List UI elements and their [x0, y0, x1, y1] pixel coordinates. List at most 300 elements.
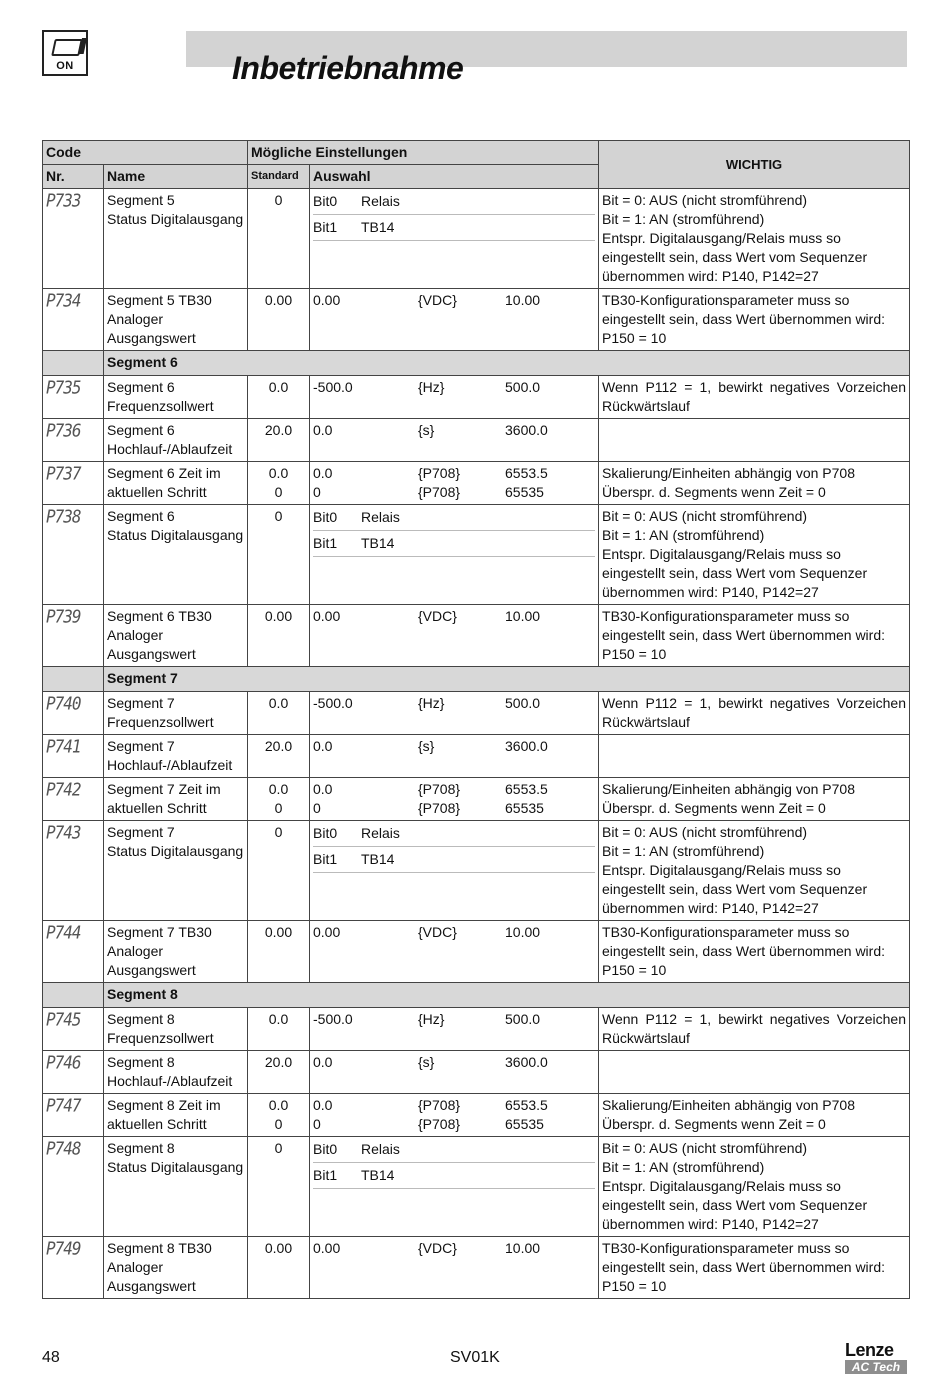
parameter-code-text: P745 — [46, 1009, 81, 1030]
parameter-note — [599, 419, 910, 462]
bit-option — [313, 533, 595, 557]
parameter-code-text: P739 — [46, 606, 81, 627]
parameter-name-line: Segment 7 — [107, 695, 175, 711]
parameter-name-line: Segment 6 Zeit im — [107, 465, 221, 481]
parameter-auswahl — [310, 1008, 599, 1051]
parameter-code — [43, 735, 104, 778]
range-max: 10.00 — [505, 1240, 541, 1256]
parameter-standard-line: 0 — [274, 484, 283, 500]
bit-label: Bit1 — [313, 851, 338, 867]
parameter-name-line: Analoger — [107, 311, 164, 327]
range-max: 500.0 — [505, 379, 541, 395]
range-max-line: 65535 — [505, 484, 544, 500]
parameter-note: TB30-Konfigurationsparameter muss so eingestellt sein, dass Wert übernommen wird: P150 = 10 — [599, 1237, 910, 1299]
range-min: 0.00 — [313, 1240, 341, 1256]
parameter-code — [43, 462, 104, 505]
on-switch-icon — [42, 30, 88, 76]
parameter-row — [43, 289, 910, 351]
header-moegliche-einstellungen: Mögliche Einstellungen — [248, 141, 599, 165]
parameter-code — [43, 692, 104, 735]
range-max-line: 6553.5 — [505, 465, 548, 481]
range-grid — [313, 291, 595, 310]
parameter-note — [599, 462, 910, 505]
parameter-code-text: P733 — [46, 190, 81, 211]
range-unit-line: {P708} — [418, 484, 461, 500]
note-line: Skalierung/Einheiten abhängig von P708 — [602, 781, 855, 797]
parameter-code-text: P749 — [46, 1238, 81, 1259]
parameter-row — [43, 1051, 910, 1094]
parameter-name-line: Status Digitalausgang — [107, 843, 244, 859]
segment-spacer — [43, 983, 104, 1008]
range-grid — [313, 737, 595, 756]
note-line: Überspr. d. Segments wenn Zeit = 0 — [602, 800, 826, 816]
segment-label: Segment 8 — [104, 983, 910, 1008]
range-unit-line: {P708} — [418, 1116, 461, 1132]
parameter-code — [43, 778, 104, 821]
note-line: Bit = 0: AUS (nicht stromführend) — [602, 824, 808, 840]
parameter-code-text: P734 — [46, 290, 81, 311]
range-max — [505, 464, 595, 502]
parameter-name — [104, 419, 248, 462]
parameter-code — [43, 376, 104, 419]
note-line: Skalierung/Einheiten abhängig von P708 — [602, 1097, 855, 1113]
parameter-auswahl — [310, 778, 599, 821]
segment-header-row — [43, 351, 910, 376]
range-min-line: 0.0 — [313, 781, 333, 797]
parameter-auswahl — [310, 1237, 599, 1299]
parameter-auswahl — [310, 821, 599, 921]
parameter-name-line: Segment 7 — [107, 738, 175, 754]
range-max-line: 6553.5 — [505, 1097, 548, 1113]
range-min: -500.0 — [313, 1011, 353, 1027]
parameter-name-line: Segment 6 — [107, 422, 175, 438]
parameter-note: TB30-Konfigurationsparameter muss so eingestellt sein, dass Wert übernommen wird: P150 = 10 — [599, 289, 910, 351]
range-unit — [418, 1096, 505, 1134]
note-line: Skalierung/Einheiten abhängig von P708 — [602, 465, 855, 481]
range-max: 3600.0 — [505, 422, 548, 438]
parameter-code-text: P736 — [46, 420, 81, 441]
note-line: Bit = 1: AN (stromführend) — [602, 843, 765, 859]
parameter-name-line: Segment 6 — [107, 508, 175, 524]
parameter-name-line: Segment 7 — [107, 824, 175, 840]
header-standard: Standard — [248, 165, 310, 189]
note-line: Entspr. Digitalausgang/Relais muss so eingestellt sein, dass Wert vom Sequenzer übernommen wird: P140, P142=27 — [602, 546, 868, 600]
range-grid — [313, 378, 595, 397]
parameter-name-line: Segment 8 TB30 — [107, 1240, 212, 1256]
parameter-row — [43, 692, 910, 735]
bit-function: Relais — [361, 825, 400, 841]
range-unit: {Hz} — [418, 695, 445, 711]
segment-spacer — [43, 667, 104, 692]
parameter-standard-line: 0 — [274, 1116, 283, 1132]
range-max: 10.00 — [505, 608, 541, 624]
parameter-standard — [248, 1094, 310, 1137]
parameter-standard: 20.0 — [248, 735, 310, 778]
parameter-code-text: P746 — [46, 1052, 81, 1073]
parameter-name — [104, 189, 248, 289]
parameter-name — [104, 692, 248, 735]
parameter-standard: 0.00 — [248, 921, 310, 983]
parameter-name-line: Frequenzsollwert — [107, 398, 214, 414]
parameter-row — [43, 376, 910, 419]
parameter-row — [43, 462, 910, 505]
bit-label: Bit0 — [313, 1141, 338, 1157]
parameter-auswahl — [310, 419, 599, 462]
parameter-name-line: Segment 6 TB30 — [107, 608, 212, 624]
bit-option — [313, 217, 595, 241]
parameter-name-line: Frequenzsollwert — [107, 1030, 214, 1046]
bit-option — [313, 1165, 595, 1189]
parameter-standard: 0 — [248, 821, 310, 921]
range-min — [313, 464, 418, 502]
parameter-standard: 20.0 — [248, 1051, 310, 1094]
note-line: Überspr. d. Segments wenn Zeit = 0 — [602, 1116, 826, 1132]
parameter-code — [43, 419, 104, 462]
parameter-note — [599, 505, 910, 605]
document-code: SV01K — [450, 1349, 500, 1366]
parameter-note — [599, 1137, 910, 1237]
parameter-name-line: Ausgangswert — [107, 646, 196, 662]
parameter-name-line: Status Digitalausgang — [107, 211, 244, 227]
range-unit-line: {P708} — [418, 1097, 461, 1113]
parameter-row — [43, 1094, 910, 1137]
parameter-code — [43, 605, 104, 667]
parameter-auswahl — [310, 1137, 599, 1237]
parameter-name-line: Segment 8 Zeit im — [107, 1097, 221, 1113]
bit-label: Bit0 — [313, 825, 338, 841]
parameter-name-line: Segment 8 — [107, 1054, 175, 1070]
parameter-standard: 0.00 — [248, 289, 310, 351]
brand-top: Lenze — [845, 1340, 894, 1360]
range-min-line: 0 — [313, 484, 321, 500]
parameter-row — [43, 778, 910, 821]
parameter-name-line: Ausgangswert — [107, 962, 196, 978]
parameter-code — [43, 921, 104, 983]
range-grid — [313, 421, 595, 440]
parameter-code-text: P735 — [46, 377, 81, 398]
parameter-table — [42, 140, 910, 1299]
parameter-name-line: Ausgangswert — [107, 330, 196, 346]
segment-header-row — [43, 667, 910, 692]
bit-label: Bit1 — [313, 1167, 338, 1183]
parameter-name — [104, 605, 248, 667]
parameter-name — [104, 1237, 248, 1299]
range-min: -500.0 — [313, 379, 353, 395]
parameter-note — [599, 189, 910, 289]
parameter-auswahl — [310, 189, 599, 289]
range-max: 500.0 — [505, 695, 541, 711]
range-min — [313, 1096, 418, 1134]
parameter-standard: 0 — [248, 505, 310, 605]
parameter-name-line: Segment 7 TB30 — [107, 924, 212, 940]
parameter-auswahl — [310, 505, 599, 605]
parameter-name-line: Hochlauf-/Ablaufzeit — [107, 1073, 233, 1089]
range-unit — [418, 780, 505, 818]
note-line: Bit = 0: AUS (nicht stromführend) — [602, 192, 808, 208]
parameter-code — [43, 505, 104, 605]
parameter-name — [104, 1051, 248, 1094]
range-unit: {Hz} — [418, 379, 445, 395]
page-title: Inbetriebnahme — [232, 50, 464, 86]
parameter-row — [43, 735, 910, 778]
parameter-name — [104, 505, 248, 605]
parameter-name-line: Segment 7 Zeit im — [107, 781, 221, 797]
range-max: 3600.0 — [505, 1054, 548, 1070]
parameter-standard: 0 — [248, 189, 310, 289]
note-line: Bit = 0: AUS (nicht stromführend) — [602, 508, 808, 524]
parameter-code-text: P744 — [46, 922, 81, 943]
parameter-code — [43, 189, 104, 289]
parameter-code-text: P741 — [46, 736, 81, 757]
range-unit: {s} — [418, 422, 435, 438]
parameter-standard: 0.00 — [248, 605, 310, 667]
parameter-standard: 0.00 — [248, 1237, 310, 1299]
parameter-standard-line: 0.0 — [268, 781, 289, 797]
note-line: Entspr. Digitalausgang/Relais muss so eingestellt sein, dass Wert vom Sequenzer übernommen wird: P140, P142=27 — [602, 862, 868, 916]
parameter-code-text: P737 — [46, 463, 81, 484]
note-line: Bit = 0: AUS (nicht stromführend) — [602, 1140, 808, 1156]
range-max: 500.0 — [505, 1011, 541, 1027]
parameter-note: Wenn P112 = 1, bewirkt negatives Vorzeichen Rückwärtslauf — [599, 376, 910, 419]
parameter-auswahl — [310, 735, 599, 778]
parameter-code-text: P748 — [46, 1138, 81, 1159]
parameter-auswahl — [310, 692, 599, 735]
parameter-code — [43, 1237, 104, 1299]
parameter-name-line: Segment 5 — [107, 192, 175, 208]
range-min: 0.00 — [313, 924, 341, 940]
parameter-auswahl — [310, 289, 599, 351]
range-grid — [313, 923, 595, 942]
parameter-name-line: Segment 8 — [107, 1140, 175, 1156]
parameter-name-line: Status Digitalausgang — [107, 527, 244, 543]
parameter-name-line: Ausgangswert — [107, 1278, 196, 1294]
range-unit: {VDC} — [418, 924, 457, 940]
range-unit: {VDC} — [418, 292, 457, 308]
parameter-name-line: Hochlauf-/Ablaufzeit — [107, 441, 233, 457]
range-grid — [313, 1010, 595, 1029]
parameter-row — [43, 605, 910, 667]
segment-label: Segment 6 — [104, 351, 910, 376]
range-grid — [313, 464, 595, 502]
range-grid — [313, 694, 595, 713]
bit-function: Relais — [361, 193, 400, 209]
range-unit: {Hz} — [418, 1011, 445, 1027]
parameter-row — [43, 1008, 910, 1051]
range-max-line: 6553.5 — [505, 781, 548, 797]
range-unit — [418, 464, 505, 502]
parameter-code — [43, 1137, 104, 1237]
range-min-line: 0 — [313, 1116, 321, 1132]
bit-function: TB14 — [361, 535, 395, 551]
note-line: Bit = 1: AN (stromführend) — [602, 1159, 765, 1175]
parameter-standard: 20.0 — [248, 419, 310, 462]
range-min — [313, 780, 418, 818]
header-auswahl: Auswahl — [310, 165, 599, 189]
parameter-code-text: P747 — [46, 1095, 81, 1116]
range-max: 3600.0 — [505, 738, 548, 754]
parameter-name-line: Segment 5 TB30 — [107, 292, 212, 308]
note-line: Entspr. Digitalausgang/Relais muss so eingestellt sein, dass Wert vom Sequenzer übernommen wird: P140, P142=27 — [602, 1178, 868, 1232]
parameter-standard: 0.0 — [248, 376, 310, 419]
segment-spacer — [43, 351, 104, 376]
range-min: 0.00 — [313, 292, 341, 308]
range-grid — [313, 1096, 595, 1134]
range-grid — [313, 1239, 595, 1258]
bit-option — [313, 823, 595, 847]
range-max: 10.00 — [505, 292, 541, 308]
header-nr: Nr. — [43, 165, 104, 189]
parameter-name — [104, 821, 248, 921]
bit-option — [313, 1139, 595, 1163]
bit-function: Relais — [361, 509, 400, 525]
range-max-line: 65535 — [505, 1116, 544, 1132]
range-unit: {s} — [418, 1054, 435, 1070]
header-name: Name — [104, 165, 248, 189]
parameter-row — [43, 505, 910, 605]
parameter-auswahl — [310, 605, 599, 667]
parameter-auswahl — [310, 376, 599, 419]
parameter-auswahl — [310, 1094, 599, 1137]
range-grid — [313, 1053, 595, 1072]
range-unit-line: {P708} — [418, 465, 461, 481]
parameter-auswahl — [310, 921, 599, 983]
bit-function: TB14 — [361, 219, 395, 235]
parameter-standard: 0.0 — [248, 692, 310, 735]
parameter-name-line: Segment 6 — [107, 379, 175, 395]
range-max — [505, 780, 595, 818]
parameter-row — [43, 1237, 910, 1299]
parameter-note: Wenn P112 = 1, bewirkt negatives Vorzeichen Rückwärtslauf — [599, 692, 910, 735]
parameter-row — [43, 821, 910, 921]
range-grid — [313, 780, 595, 818]
segment-header-row — [43, 983, 910, 1008]
range-min-line: 0.0 — [313, 1097, 333, 1113]
range-min: -500.0 — [313, 695, 353, 711]
parameter-note: TB30-Konfigurationsparameter muss so eingestellt sein, dass Wert übernommen wird: P150 = 10 — [599, 605, 910, 667]
parameter-code-text: P740 — [46, 693, 81, 714]
range-min-line: 0 — [313, 800, 321, 816]
range-min: 0.0 — [313, 422, 333, 438]
range-unit: {VDC} — [418, 608, 457, 624]
bit-option — [313, 849, 595, 873]
bit-function: TB14 — [361, 851, 395, 867]
parameter-code — [43, 1094, 104, 1137]
parameter-standard — [248, 778, 310, 821]
on-label: ON — [56, 60, 74, 72]
range-unit-line: {P708} — [418, 800, 461, 816]
note-line: Bit = 1: AN (stromführend) — [602, 211, 765, 227]
parameter-name-line: Hochlauf-/Ablaufzeit — [107, 757, 233, 773]
range-min: 0.00 — [313, 608, 341, 624]
parameter-auswahl — [310, 1051, 599, 1094]
parameter-row — [43, 419, 910, 462]
header-code: Code — [43, 141, 248, 165]
parameter-code — [43, 289, 104, 351]
header-wichtig: WICHTIG — [599, 141, 910, 189]
bit-function: Relais — [361, 1141, 400, 1157]
parameter-name-line: aktuellen Schritt — [107, 800, 207, 816]
parameter-note — [599, 1094, 910, 1137]
parameter-rows — [43, 189, 910, 1299]
range-unit-line: {P708} — [418, 781, 461, 797]
bit-function: TB14 — [361, 1167, 395, 1183]
bit-label: Bit1 — [313, 219, 338, 235]
parameter-code — [43, 1008, 104, 1051]
parameter-code-text: P742 — [46, 779, 81, 800]
parameter-name — [104, 778, 248, 821]
parameter-name-line: Analoger — [107, 1259, 164, 1275]
segment-label: Segment 7 — [104, 667, 910, 692]
parameter-name-line: Segment 8 — [107, 1011, 175, 1027]
range-grid — [313, 607, 595, 626]
note-line: Überspr. d. Segments wenn Zeit = 0 — [602, 484, 826, 500]
parameter-name — [104, 1008, 248, 1051]
range-min: 0.0 — [313, 738, 333, 754]
parameter-name-line: Status Digitalausgang — [107, 1159, 244, 1175]
parameter-code-text: P743 — [46, 822, 81, 843]
parameter-code-text: P738 — [46, 506, 81, 527]
bit-option — [313, 507, 595, 531]
parameter-name-line: aktuellen Schritt — [107, 484, 207, 500]
parameter-note: TB30-Konfigurationsparameter muss so eingestellt sein, dass Wert übernommen wird: P150 = 10 — [599, 921, 910, 983]
parameter-standard: 0.0 — [248, 1008, 310, 1051]
brand-bottom: AC Tech — [845, 1360, 907, 1374]
bit-label: Bit0 — [313, 193, 338, 209]
parameter-name — [104, 1094, 248, 1137]
parameter-name — [104, 921, 248, 983]
range-min: 0.0 — [313, 1054, 333, 1070]
range-max: 10.00 — [505, 924, 541, 940]
parameter-code — [43, 1051, 104, 1094]
parameter-standard-line: 0.0 — [268, 1097, 289, 1113]
parameter-name — [104, 289, 248, 351]
range-max-line: 65535 — [505, 800, 544, 816]
parameter-auswahl — [310, 462, 599, 505]
parameter-name-line: Analoger — [107, 943, 164, 959]
bit-label: Bit1 — [313, 535, 338, 551]
parameter-note: Wenn P112 = 1, bewirkt negatives Vorzeichen Rückwärtslauf — [599, 1008, 910, 1051]
parameter-note — [599, 1051, 910, 1094]
lenze-actech-logo — [845, 1341, 907, 1374]
parameter-name-line: Frequenzsollwert — [107, 714, 214, 730]
parameter-standard-line: 0 — [274, 800, 283, 816]
parameter-row — [43, 921, 910, 983]
parameter-standard-line: 0.0 — [268, 465, 289, 481]
note-line: Entspr. Digitalausgang/Relais muss so eingestellt sein, dass Wert vom Sequenzer übernommen wird: P140, P142=27 — [602, 230, 868, 284]
parameter-name-line: aktuellen Schritt — [107, 1116, 207, 1132]
parameter-note — [599, 778, 910, 821]
parameter-name — [104, 735, 248, 778]
range-unit: {VDC} — [418, 1240, 457, 1256]
range-max — [505, 1096, 595, 1134]
range-unit: {s} — [418, 738, 435, 754]
parameter-name — [104, 376, 248, 419]
parameter-name — [104, 462, 248, 505]
range-min-line: 0.0 — [313, 465, 333, 481]
bit-option — [313, 191, 595, 215]
parameter-code — [43, 821, 104, 921]
parameter-row — [43, 1137, 910, 1237]
bit-label: Bit0 — [313, 509, 338, 525]
parameter-note — [599, 735, 910, 778]
parameter-name-line: Analoger — [107, 627, 164, 643]
parameter-row — [43, 189, 910, 289]
note-line: Bit = 1: AN (stromführend) — [602, 527, 765, 543]
parameter-name — [104, 1137, 248, 1237]
parameter-note — [599, 821, 910, 921]
parameter-standard: 0 — [248, 1137, 310, 1237]
page-number: 48 — [42, 1349, 60, 1366]
